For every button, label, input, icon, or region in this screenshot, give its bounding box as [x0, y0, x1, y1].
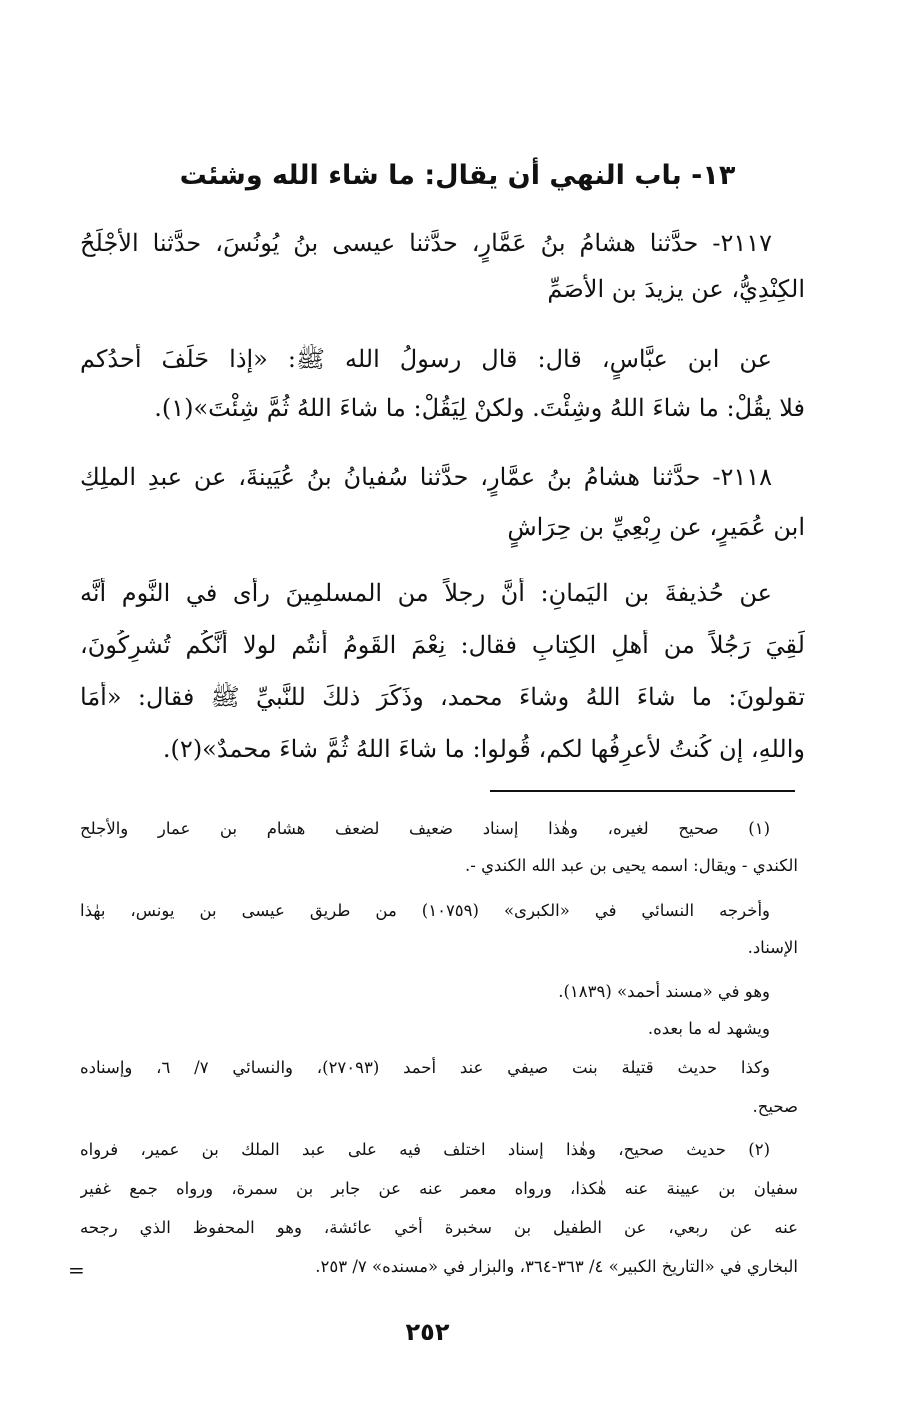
hadith-2117-isnad-line-1: ٢١١٧- حدَّثنا هشامُ بنُ عَمَّارٍ، حدَّثنا عيسى بنُ يُونُسَ، حدَّثنا الأجْلَحُ — [80, 229, 772, 257]
hadith-2118-matn-line-3: تقولونَ: ما شاءَ اللهُ وشاءَ محمد، وذَكَرَ ذلكَ للنَّبيِّ ﷺ فقال: «أمَا — [80, 683, 805, 711]
footnote-1-line-4: الإسناد. — [747, 938, 798, 957]
continuation-mark: = — [68, 1258, 85, 1282]
hadith-2118-matn-line-4: واللهِ، إن كُنتُ لأعرِفُها لكم، قُولوا: ما شاءَ اللهُ ثُمَّ شاءَ محمدٌ»(٢). — [162, 735, 805, 763]
footnote-1-line-8: صحيح. — [752, 1097, 798, 1116]
page-number: ٢٥٢ — [405, 1318, 450, 1346]
footnote-2-line-2: سفيان بن عيينة عنه هٰكذا، ورواه معمر عنه عن جابر بن سمرة، ورواه جمع غفير — [80, 1179, 798, 1198]
hadith-2118-isnad-line-2: ابن عُمَيرٍ، عن رِبْعِيِّ بن حِرَاشٍ — [507, 513, 805, 541]
footnote-2-line-3: عنه عن ربعي، عن الطفيل بن سخبرة أخي عائشة، وهو المحفوظ الذي رجحه — [80, 1218, 798, 1237]
footnote-2-line-1: (٢) حديث صحيح، وهٰذا إسناد اختلف فيه على عبد الملك بن عمير، فرواه — [80, 1140, 770, 1159]
hadith-2118-matn-line-1: عن حُذيفةَ بن اليَمانِ: أنَّ رجلاً من المسلمِينَ رأى في النَّوم أنَّه — [80, 579, 772, 607]
hadith-2118-isnad-line-1: ٢١١٨- حدَّثنا هشامُ بنُ عمَّارٍ، حدَّثنا سُفيانُ بنُ عُيَينةَ، عن عبدِ الملِكِ — [80, 463, 772, 491]
hadith-2117-matn-line-1: عن ابن عبَّاسٍ، قال: قال رسولُ الله ﷺ: «إذا حَلَفَ أحدُكم — [80, 345, 772, 373]
hadith-2117-isnad-line-2: الكِنْدِيُّ، عن يزيدَ بن الأصَمِّ — [547, 275, 805, 303]
footnote-separator — [490, 790, 795, 792]
hadith-2117-matn-line-2: فلا يقُلْ: ما شاءَ اللهُ وشِئْتَ. ولكنْ لِيَقُلْ: ما شاءَ اللهُ ثُمَّ شِئْتَ»(١). — [154, 394, 805, 422]
footnote-2-line-4: البخاري في «التاريخ الكبير» ٤/ ٣٦٣-٣٦٤، والبزار في «مسنده» ٧/ ٢٥٣. — [315, 1257, 798, 1276]
footnote-1-line-1: (١) صحيح لغيره، وهٰذا إسناد ضعيف لضعف هشام بن عمار والأجلح — [80, 819, 770, 838]
footnote-1-line-7: وكذا حديث قتيلة بنت صيفي عند أحمد (٢٧٠٩٣)، والنسائي ٧/ ٦، وإسناده — [80, 1058, 770, 1077]
hadith-2118-matn-line-2: لَقِيَ رَجُلاً من أهلِ الكِتابِ فقال: نِعْمَ القَومُ أنتُم لولا أنَّكُم تُشرِكُونَ، — [80, 631, 805, 659]
footnote-1-line-3: وأخرجه النسائي في «الكبرى» (١٠٧٥٩) من طريق عيسى بن يونس، بهٰذا — [80, 901, 770, 920]
footnote-1-line-6: ويشهد له ما بعده. — [647, 1019, 770, 1038]
footnote-1-line-5: وهو في «مسند أحمد» (١٨٣٩). — [558, 982, 770, 1001]
footnote-1-line-2: الكندي - ويقال: اسمه يحيى بن عبد الله الكندي -. — [465, 856, 798, 875]
chapter-heading: ١٣- باب النهي أن يقال: ما شاء الله وشئت — [179, 160, 736, 191]
